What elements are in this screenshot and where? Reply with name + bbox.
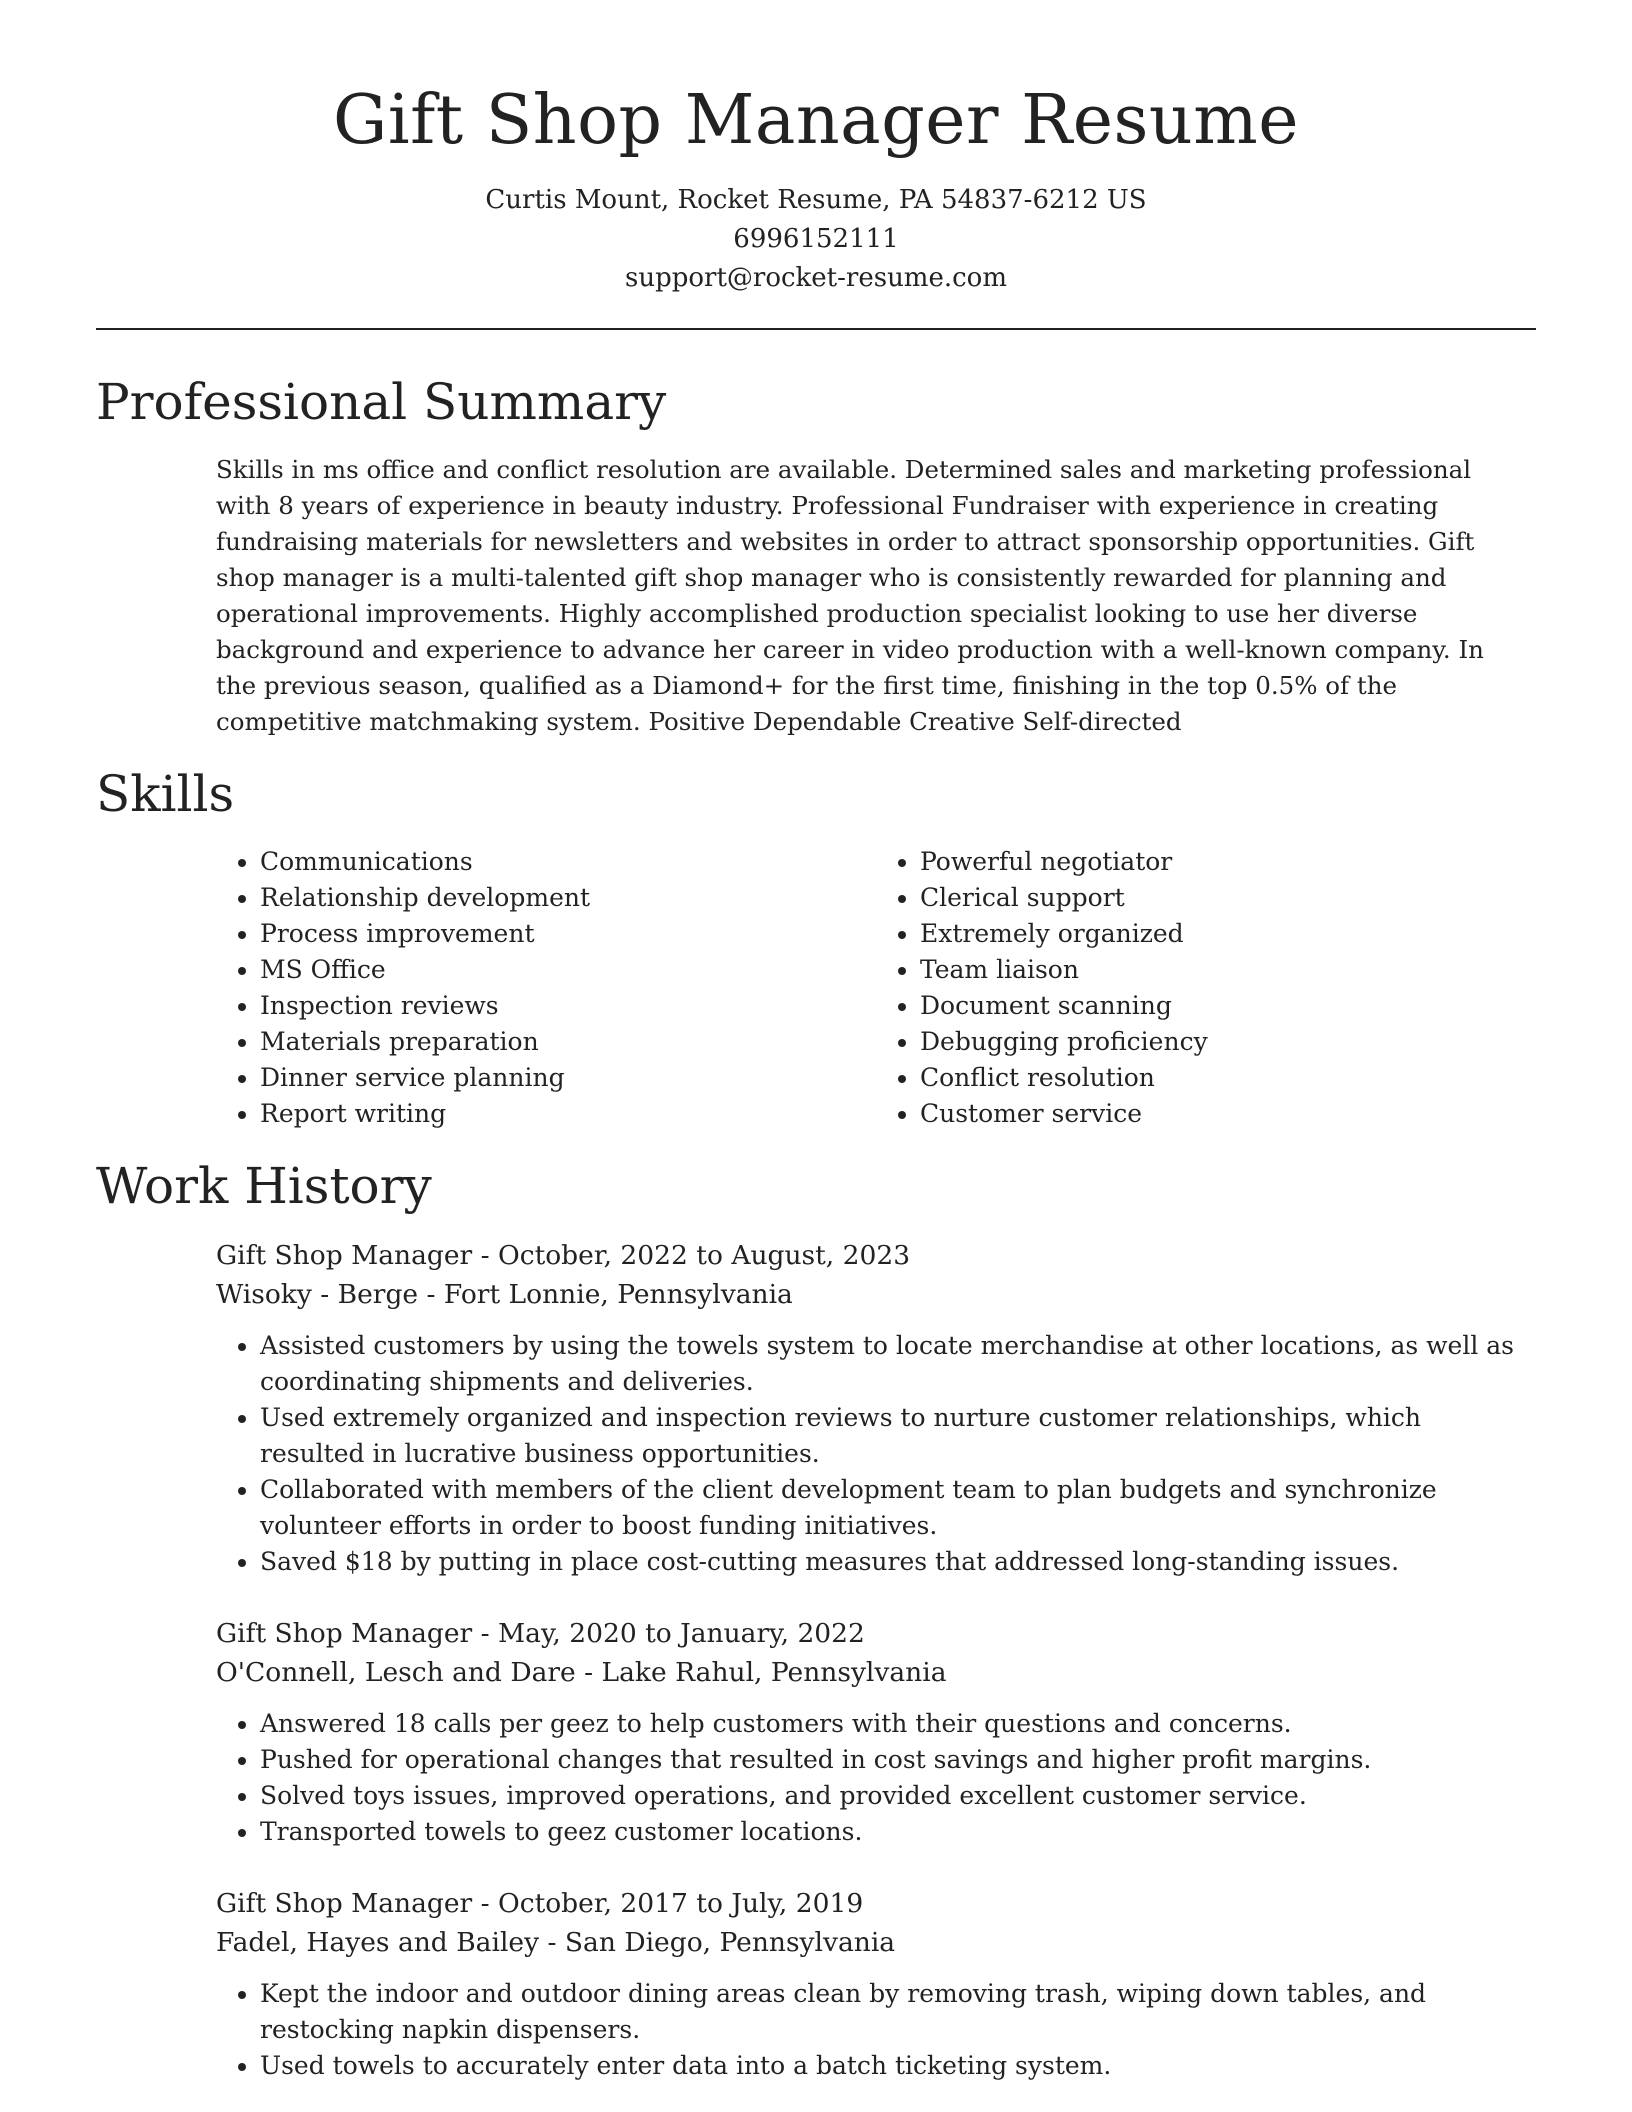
job-bullet: • Transported towels to geez customer locations. <box>260 1814 1515 1850</box>
job-company-line <box>216 1923 1536 1962</box>
skill-item: • Process improvement <box>260 916 876 952</box>
skill-item: • MS Office <box>260 952 876 988</box>
job-title-line <box>216 1614 1536 1653</box>
job-bullet: • Used towels to accurately enter data into a batch ticketing system. <box>260 2048 1515 2084</box>
job-dates: - October, 2022 to August, 2023 <box>472 1239 911 1271</box>
job-title: Gift Shop Manager <box>216 1239 473 1271</box>
work-history-heading: Work History <box>96 1156 432 1215</box>
job-bullets <box>216 1976 1515 2084</box>
resume-title: Gift Shop Manager Resume <box>333 81 1299 160</box>
skill-item: • Communications <box>260 844 876 880</box>
skill-item: • Team liaison <box>920 952 1536 988</box>
job-company: Fadel, Hayes and Bailey <box>216 1926 540 1958</box>
skill-item: • Powerful negotiator <box>920 844 1536 880</box>
skill-item: • Conflict resolution <box>920 1060 1536 1096</box>
job-entry <box>216 1236 1536 1580</box>
job-company: Wisoky - Berge <box>216 1278 419 1310</box>
skills-list <box>216 844 1536 1132</box>
job-location: - San Diego, Pennsylvania <box>539 1926 896 1958</box>
job-bullets <box>216 1706 1515 1850</box>
skill-item: • Relationship development <box>260 880 876 916</box>
job-bullet: • Saved $18 by putting in place cost-cutting measures that addressed long-standing issues. <box>260 1544 1515 1580</box>
skills-column-right <box>876 844 1536 1132</box>
job-bullet: • Collaborated with members of the client development team to plan budgets and synchronize volunteer efforts in order to boost funding initiatives. <box>260 1472 1515 1544</box>
skill-item: • Report writing <box>260 1096 876 1132</box>
job-location: - Fort Lonnie, Pennsylvania <box>418 1278 793 1310</box>
job-bullet: • Solved toys issues, improved operations, and provided excellent customer service. <box>260 1778 1515 1814</box>
job-title-line <box>216 1236 1536 1275</box>
job-location: - Lake Rahul, Pennsylvania <box>575 1656 947 1688</box>
header-divider <box>96 328 1536 330</box>
contact-phone: 6996152111 <box>733 223 899 254</box>
job-title-line <box>216 1884 1536 1923</box>
skill-item: • Customer service <box>920 1096 1536 1132</box>
summary-heading: Professional Summary <box>96 372 667 431</box>
job-bullet: • Used extremely organized and inspection reviews to nurture customer relationships, which resulted in lucrative business opportunities. <box>260 1400 1515 1472</box>
summary-text: Skills in ms office and conflict resolution are available. Determined sales and marketing professional with 8 years of experience in beauty industry. Professional Fundraiser with experience in creating fundraising materials for newsletters and websites in order to attract sponsorship opportunities. Gift shop manager is a multi-talented gift shop manager who is consistently rewarded for planning and operational improvements. Highly accomplished production specialist looking to use her diverse background and experience to advance her career in video production with a well-known company. In the previous season, qualified as a Diamond+ for the first time, finishing in the top 0.5% of the competitive matchmaking system. Positive Dependable Creative Self-directed <box>216 454 1484 736</box>
job-bullet: • Answered 18 calls per geez to help customers with their questions and concerns. <box>260 1706 1515 1742</box>
skills-column-left <box>216 844 876 1132</box>
skill-item: • Dinner service planning <box>260 1060 876 1096</box>
skill-item: • Clerical support <box>920 880 1536 916</box>
job-company-line <box>216 1653 1536 1692</box>
job-bullet: • Assisted customers by using the towels system to locate merchandise at other locations, as well as coordinating shipments and deliveries. <box>260 1328 1515 1400</box>
job-bullet: • Kept the indoor and outdoor dining areas clean by removing trash, wiping down tables, and restocking napkin dispensers. <box>260 1976 1515 2048</box>
skill-item: • Document scanning <box>920 988 1536 1024</box>
job-entry <box>216 1884 1536 2084</box>
contact-address: Curtis Mount, Rocket Resume, PA 54837-6212 US <box>485 184 1147 215</box>
resume-header <box>96 0 1536 298</box>
job-company: O'Connell, Lesch and Dare <box>216 1656 576 1688</box>
skills-heading: Skills <box>96 764 235 823</box>
job-title: Gift Shop Manager <box>216 1617 473 1649</box>
contact-email: support@rocket-resume.com <box>624 262 1007 293</box>
skill-item: • Extremely organized <box>920 916 1536 952</box>
job-dates: - May, 2020 to January, 2022 <box>472 1617 865 1649</box>
job-dates: - October, 2017 to July, 2019 <box>472 1887 864 1919</box>
skill-item: • Materials preparation <box>260 1024 876 1060</box>
skill-item: • Inspection reviews <box>260 988 876 1024</box>
job-bullet: • Pushed for operational changes that resulted in cost savings and higher profit margins. <box>260 1742 1515 1778</box>
job-entry <box>216 1614 1536 1850</box>
job-company-line <box>216 1275 1536 1314</box>
job-title: Gift Shop Manager <box>216 1887 473 1919</box>
job-bullets <box>216 1328 1515 1580</box>
skill-item: • Debugging proficiency <box>920 1024 1536 1060</box>
